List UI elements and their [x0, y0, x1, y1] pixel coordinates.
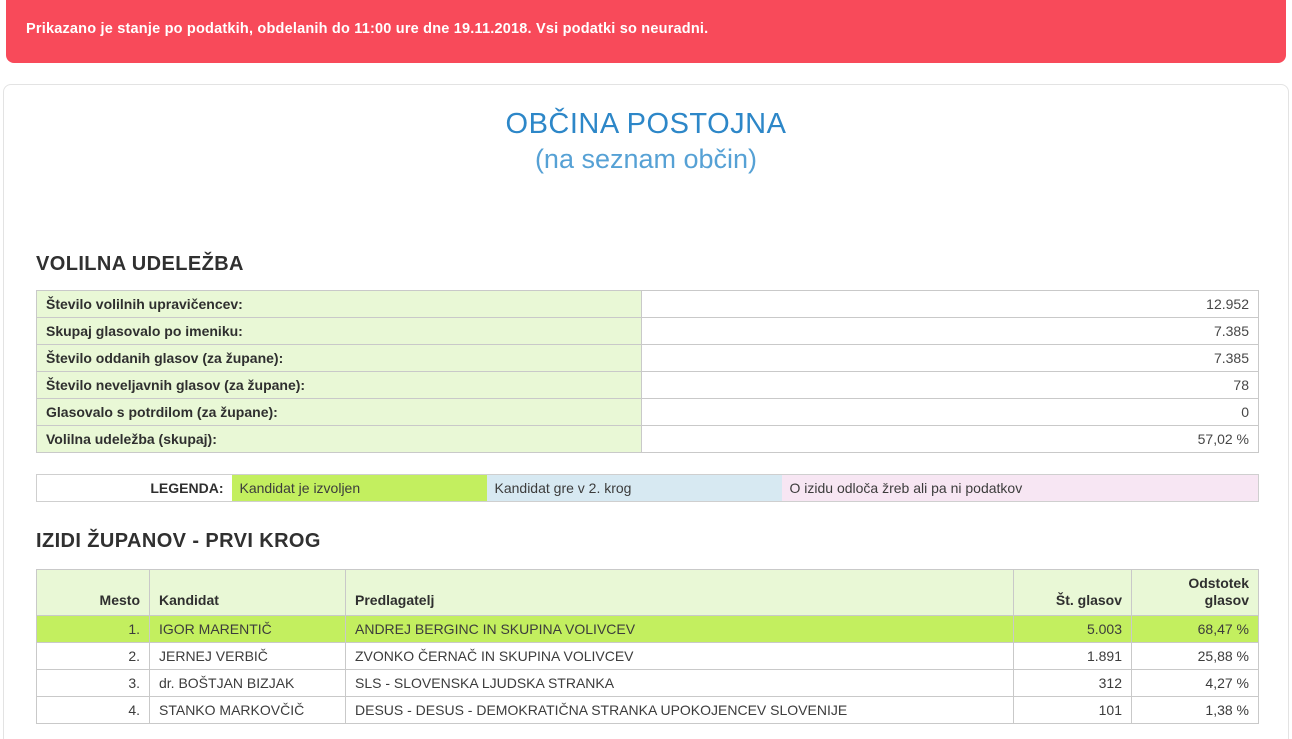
turnout-value: 12.952: [642, 291, 1259, 318]
turnout-label: Število volilnih upravičencev:: [37, 291, 642, 318]
result-proposer: DESUS - DESUS - DEMOKRATIČNA STRANKA UPOKOJENCEV SLOVENIJE: [346, 697, 1014, 724]
result-rank: 1.: [37, 616, 150, 643]
col-kandidat: Kandidat: [150, 570, 346, 616]
result-row: [37, 697, 1259, 724]
turnout-label: Število oddanih glasov (za župane):: [37, 345, 642, 372]
result-proposer: ANDREJ BERGINC IN SKUPINA VOLIVCEV: [346, 616, 1014, 643]
result-candidate: IGOR MARENTIČ: [150, 616, 346, 643]
result-votes: 1.891: [1014, 643, 1132, 670]
turnout-value: 57,02 %: [642, 426, 1259, 453]
page-header: [4, 106, 1288, 176]
legend-item-second-round: Kandidat gre v 2. krog: [487, 475, 782, 502]
result-votes: 5.003: [1014, 616, 1132, 643]
result-percent: 4,27 %: [1132, 670, 1259, 697]
content-card: [3, 84, 1289, 739]
result-proposer: SLS - SLOVENSKA LJUDSKA STRANKA: [346, 670, 1014, 697]
result-votes: 312: [1014, 670, 1132, 697]
result-candidate: JERNEJ VERBIČ: [150, 643, 346, 670]
result-votes: 101: [1014, 697, 1132, 724]
results-table: [36, 569, 1259, 724]
result-rank: 3.: [37, 670, 150, 697]
result-row: [37, 616, 1259, 643]
col-st-glasov: Št. glasov: [1014, 570, 1132, 616]
banner-text: Prikazano je stanje po podatkih, obdelanih do 11:00 ure dne 19.11.2018. Vsi podatki so neuradni.: [26, 20, 709, 37]
result-percent: 25,88 %: [1132, 643, 1259, 670]
legend-label: LEGENDA:: [37, 475, 232, 502]
turnout-value: 78: [642, 372, 1259, 399]
legend-item-elected: Kandidat je izvoljen: [232, 475, 487, 502]
col-mesto: Mesto: [37, 570, 150, 616]
result-candidate: STANKO MARKOVČIČ: [150, 697, 346, 724]
turnout-row: [37, 372, 1259, 399]
result-percent: 1,38 %: [1132, 697, 1259, 724]
turnout-row: [37, 318, 1259, 345]
turnout-label: Glasovalo s potrdilom (za župane):: [37, 399, 642, 426]
legend-row: [37, 475, 1259, 502]
result-rank: 4.: [37, 697, 150, 724]
results-heading: IZIDI ŽUPANOV - PRVI KROG: [36, 530, 321, 552]
result-rank: 2.: [37, 643, 150, 670]
result-proposer: ZVONKO ČERNAČ IN SKUPINA VOLIVCEV: [346, 643, 1014, 670]
result-percent: 68,47 %: [1132, 616, 1259, 643]
results-table-body: [37, 616, 1259, 724]
result-row: [37, 670, 1259, 697]
municipalities-list-link[interactable]: (na seznam občin): [534, 144, 758, 174]
turnout-heading: VOLILNA UDELEŽBA: [36, 253, 244, 275]
turnout-label: Skupaj glasovalo po imeniku:: [37, 318, 642, 345]
turnout-row: [37, 345, 1259, 372]
legend-item-draw-or-no-data: O izidu odloča žreb ali pa ni podatkov: [782, 475, 1259, 502]
legend-table: [36, 474, 1259, 502]
results-header-row: [37, 570, 1259, 616]
turnout-row: [37, 291, 1259, 318]
turnout-table: [36, 290, 1259, 453]
turnout-table-body: [37, 291, 1259, 453]
main-content: [4, 252, 1288, 724]
col-odstotek-glasov: Odstotek glasov: [1132, 570, 1259, 616]
turnout-value: 7.385: [642, 345, 1259, 372]
turnout-row: [37, 426, 1259, 453]
status-banner: [6, 0, 1286, 63]
result-candidate: dr. BOŠTJAN BIZJAK: [150, 670, 346, 697]
turnout-value: 7.385: [642, 318, 1259, 345]
turnout-label: Volilna udeležba (skupaj):: [37, 426, 642, 453]
result-row: [37, 643, 1259, 670]
turnout-value: 0: [642, 399, 1259, 426]
turnout-label: Število neveljavnih glasov (za župane):: [37, 372, 642, 399]
col-predlagatelj: Predlagatelj: [346, 570, 1014, 616]
turnout-row: [37, 399, 1259, 426]
page-title: OBČINA POSTOJNA: [505, 108, 787, 140]
